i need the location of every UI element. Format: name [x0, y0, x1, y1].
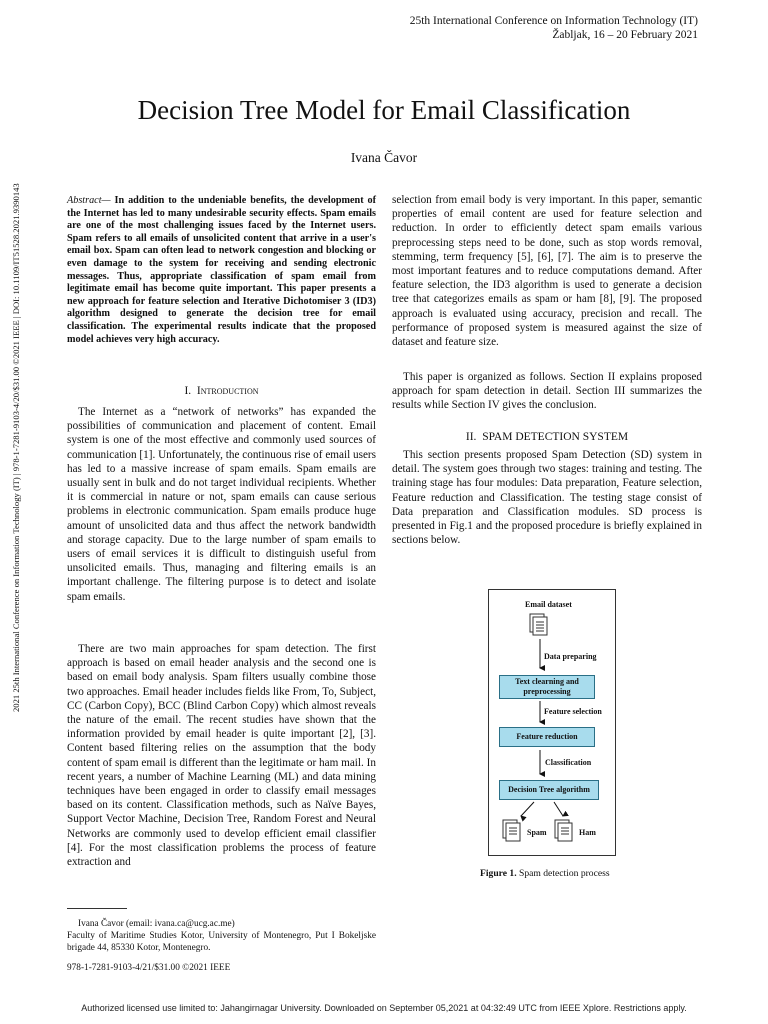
ham-document-icon: [555, 820, 572, 841]
intro-paragraph-3-text: selection from email body is very important. In this paper, semantic properties of email content are used for feature selection and reduction. In order to efficiently detect spam emails various preprocessing steps need to be done, such as stop words removal, stemming, term frequency [5], [6], [7]. The aim is to preserve the most important features and to reduce computations demand. After feature selection, the ID3 algorithm is used to generate a decision tree that categorizes emails as spam or ham [8], [9]. The proposed approach is evaluated using accuracy, precision and recall. The performance of proposed system is measured against the size of dataset and feature size.: [392, 194, 702, 349]
intro-paragraph-3: [392, 193, 702, 349]
license-notice: Authorized licensed use limited to: Jahangirnagar University. Downloaded on September 05,2021 at 04:32:49 UTC from IEEE Xplore. Restrictions apply.: [81, 1003, 687, 1013]
section-1-number: I.: [184, 385, 192, 397]
intro-paragraph-2: [67, 642, 376, 869]
intro-paragraph-4-text: This paper is organized as follows. Section II explains proposed approach for spam detection in detail. Section III summarizes the results while Section IV gives the conclusion.: [392, 371, 702, 412]
footnote: [67, 918, 376, 954]
spam-document-icon: [503, 820, 520, 841]
conference-name: 25th International Conference on Information Technology (IT): [409, 15, 698, 27]
footnote-author: Ivana Čavor (email: ivana.ca@ucg.ac.me): [78, 919, 235, 929]
abstract-text: In addition to the undeniable benefits, the development of the Internet has led to many undesirable security effects. Spam emails are one of the most challenging issues faced by the Internet users. Spam refers to all emails of unsolicited content that arrive in a user's email box. Spam can often lead to network congestion and blocking or even damage to the system for receiving and sending electronic messages. Thus, appropriate classification of spam email from legitimate email has become quite important. This paper presents a new approach for feature selection and Iterative Dichotomiser 3 (ID3) algorithm designed to generate the decision tree for email classification. The experimental results indicate that the proposed model achieves very high accuracy.: [67, 195, 376, 345]
conference-header: [410, 14, 698, 42]
figure-1-caption: [480, 868, 610, 879]
figure-box-decision-tree: Decision Tree algorithm: [499, 780, 599, 800]
isbn-line: 978-1-7281-9103-4/21/$31.00 ©2021 IEEE: [67, 963, 231, 973]
section-2-title: SPAM DETECTION SYSTEM: [482, 431, 629, 443]
section-1-title: Introduction: [196, 385, 259, 397]
figure-output-ham: Ham: [579, 828, 596, 837]
paper-author: Ivana Čavor: [350, 150, 418, 165]
abstract-lead: Abstract—: [67, 195, 111, 206]
figure-edge-feature-selection: Feature selection: [544, 707, 602, 716]
section-1-heading: [67, 384, 376, 398]
arrow-to-ham: [554, 802, 563, 816]
intro-paragraph-1-text: The Internet as a “network of networks” has expanded the possibilities of communication and placement of content. Email system is one of the most effective and commonly used sources of communication [1]. Unfortunately, the continuous rise of email users has led to a massive increase of spam emails. Spam emails are usually sent in bulk and do not target individual recipients. Whether it is commercial in nature or not, spam emails can cause serious problems in electronic communication. Spam emails produce huge amount of unsolicited data and thus affect the network bandwidth and storage capacity. Due to the large number of spam emails to users of email services it is difficult to distinguish useful from unsolicited emails. Thus, managing and filtering emails is an important challenge. The filtering purpose is to detect and isolate spam emails.: [67, 406, 376, 603]
section-2-paragraph-1-text: This section presents proposed Spam Detection (SD) system in detail. The system goes through two stages: training and testing. The training stage has four modules: Data preparation, Feature selection, Feature reduction and Classification. The testing stage consist of Data preparation and Classification modules. SD process is presented in Fig.1 and the proposed procedure is briefly explained in sections below.: [392, 449, 702, 547]
figure-1-caption-text: Spam detection process: [516, 868, 610, 879]
doi-sidebar: 2021 25th International Conference on Information Technology (IT) | 978-1-7281-9103-4/20/$31.00 ©2021 IEEE | DOI: 10.1109/IT51528.2021.9390143: [11, 183, 21, 712]
figure-edge-classification: Classification: [545, 758, 592, 767]
figure-email-dataset-label: Email dataset: [525, 600, 572, 609]
arrow-to-spam: [521, 802, 534, 816]
figure-box-feature-reduction: Feature reduction: [499, 727, 595, 747]
conference-location-date: Žabljak, 16 – 20 February 2021: [552, 29, 698, 41]
figure-1: [488, 589, 616, 856]
intro-paragraph-2-text: There are two main approaches for spam detection. The first approach is based on email header analysis and the second one is based on email body analysis. Spam filters usually combine those two approaches. Email header includes fields like From, To, Subject, CC (Carbon Copy), BCC (Blind Carbon Copy) which almost reveals the nature of the email. The recent studies have shown that the information provided by email header is quite important [2], [3]. Content based filtering relies on the assumption that the body content of spam email is different than the legitimate or ham mail. In recent years, a number of Machine Learning (ML) and data mining techniques have been engaged in order to classify email messages based on its content. Classification methods, such as Naïve Bayes, Support Vector Machine, Decision Tree, Random Forest and Neural Networks are commonly used to develop efficient email classifier [4]. For the most classification problems the process of feature extraction and: [67, 643, 376, 869]
section-2-paragraph-1: [392, 448, 702, 547]
footnote-affiliation: Faculty of Maritime Studies Kotor, University of Montenegro, Put I Bokeljske brigade 44, 85330 Kotor, Montenegro.: [67, 931, 376, 953]
abstract: [67, 195, 376, 346]
intro-paragraph-1: [67, 405, 376, 604]
intro-paragraph-4: [392, 370, 702, 413]
figure-edge-data-preparing: Data preparing: [544, 652, 597, 661]
paper-title: Decision Tree Model for Email Classification: [137, 95, 631, 125]
figure-1-graphics: [489, 590, 615, 855]
email-dataset-icon: [530, 614, 547, 635]
figure-1-caption-label: Figure 1.: [480, 868, 517, 879]
section-2-number: II.: [465, 431, 477, 443]
figure-output-spam: Spam: [527, 828, 547, 837]
figure-box-text-cleaning: Text clearning and preprocessing: [499, 675, 595, 699]
section-2-heading: [392, 430, 702, 444]
footnote-rule: [67, 908, 127, 909]
